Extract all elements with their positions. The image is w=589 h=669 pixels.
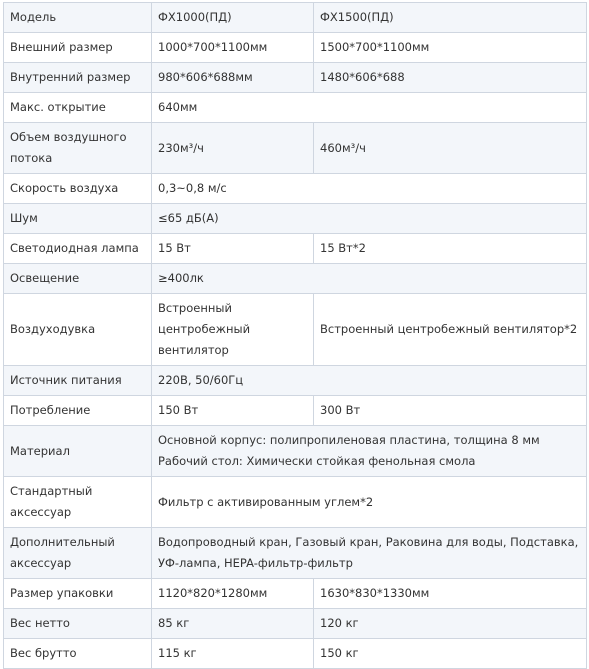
row-label: Дополнительный аксессуар xyxy=(4,528,152,579)
table-row xyxy=(4,174,587,204)
table-row xyxy=(4,63,587,93)
row-label: Скорость воздуха xyxy=(4,174,152,204)
value-cell: ≥400лк xyxy=(152,264,587,294)
value-cell: 120 кг xyxy=(314,609,587,639)
value-cell: ≤65 дБ(А) xyxy=(152,204,587,234)
value-cell: Встроенный центробежный вентилятор*2 xyxy=(314,294,587,366)
value-cell: 1120*820*1280мм xyxy=(152,579,314,609)
value-cell: 220В, 50/60Гц xyxy=(152,366,587,396)
value-cell: 85 кг xyxy=(152,609,314,639)
value-cell: 15 Вт*2 xyxy=(314,234,587,264)
row-label: Потребление xyxy=(4,396,152,426)
material-line: Основной корпус: полипропиленовая пластина, толщина 8 мм xyxy=(158,433,540,447)
row-label: Объем воздушного потока xyxy=(4,123,152,174)
row-label: Вес нетто xyxy=(4,609,152,639)
value-cell: 0,3~0,8 м/с xyxy=(152,174,587,204)
row-label: Воздуходувка xyxy=(4,294,152,366)
row-label: Модель xyxy=(4,3,152,33)
row-label: Вес брутто xyxy=(4,639,152,669)
value-cell: 230м³/ч xyxy=(152,123,314,174)
table-row xyxy=(4,426,587,477)
row-label: Макс. открытие xyxy=(4,93,152,123)
table-row xyxy=(4,204,587,234)
value-cell: Водопроводный кран, Газовый кран, Раковина для воды, Подставка, УФ-лампа, HEPA-фильтр-фильтр xyxy=(152,528,587,579)
table-row xyxy=(4,294,587,366)
value-cell: 150 кг xyxy=(314,639,587,669)
table-row xyxy=(4,639,587,669)
value-cell: 15 Вт xyxy=(152,234,314,264)
row-label: Источник питания xyxy=(4,366,152,396)
row-label: Шум xyxy=(4,204,152,234)
table-row xyxy=(4,93,587,123)
value-cell: 640мм xyxy=(152,93,587,123)
table-row xyxy=(4,234,587,264)
row-label: Размер упаковки xyxy=(4,579,152,609)
value-cell: 1480*606*688 xyxy=(314,63,587,93)
spec-table xyxy=(3,2,587,669)
value-cell: 1000*700*1100мм xyxy=(152,33,314,63)
table-row xyxy=(4,264,587,294)
row-label: Светодиодная лампа xyxy=(4,234,152,264)
value-cell: ФХ1500(ПД) xyxy=(314,3,587,33)
value-cell: 460м³/ч xyxy=(314,123,587,174)
value-cell: 1630*830*1330мм xyxy=(314,579,587,609)
table-row xyxy=(4,33,587,63)
value-cell: Фильтр с активированным углем*2 xyxy=(152,477,587,528)
value-cell: 115 кг xyxy=(152,639,314,669)
value-cell: 300 Вт xyxy=(314,396,587,426)
value-cell: 1500*700*1100мм xyxy=(314,33,587,63)
row-label: Материал xyxy=(4,426,152,477)
row-label: Стандартный аксессуар xyxy=(4,477,152,528)
value-cell: 980*606*688мм xyxy=(152,63,314,93)
table-row xyxy=(4,3,587,33)
table-row xyxy=(4,528,587,579)
table-row xyxy=(4,396,587,426)
table-row xyxy=(4,123,587,174)
value-cell: Встроенный центробежный вентилятор xyxy=(152,294,314,366)
table-row xyxy=(4,609,587,639)
value-cell: 150 Вт xyxy=(152,396,314,426)
row-label: Освещение xyxy=(4,264,152,294)
row-label: Внешний размер xyxy=(4,33,152,63)
value-cell: ФХ1000(ПД) xyxy=(152,3,314,33)
table-row xyxy=(4,579,587,609)
row-label: Внутренний размер xyxy=(4,63,152,93)
material-line: Рабочий стол: Химически стойкая фенольная смола xyxy=(158,454,476,468)
value-cell xyxy=(152,426,587,477)
table-row xyxy=(4,477,587,528)
table-row xyxy=(4,366,587,396)
